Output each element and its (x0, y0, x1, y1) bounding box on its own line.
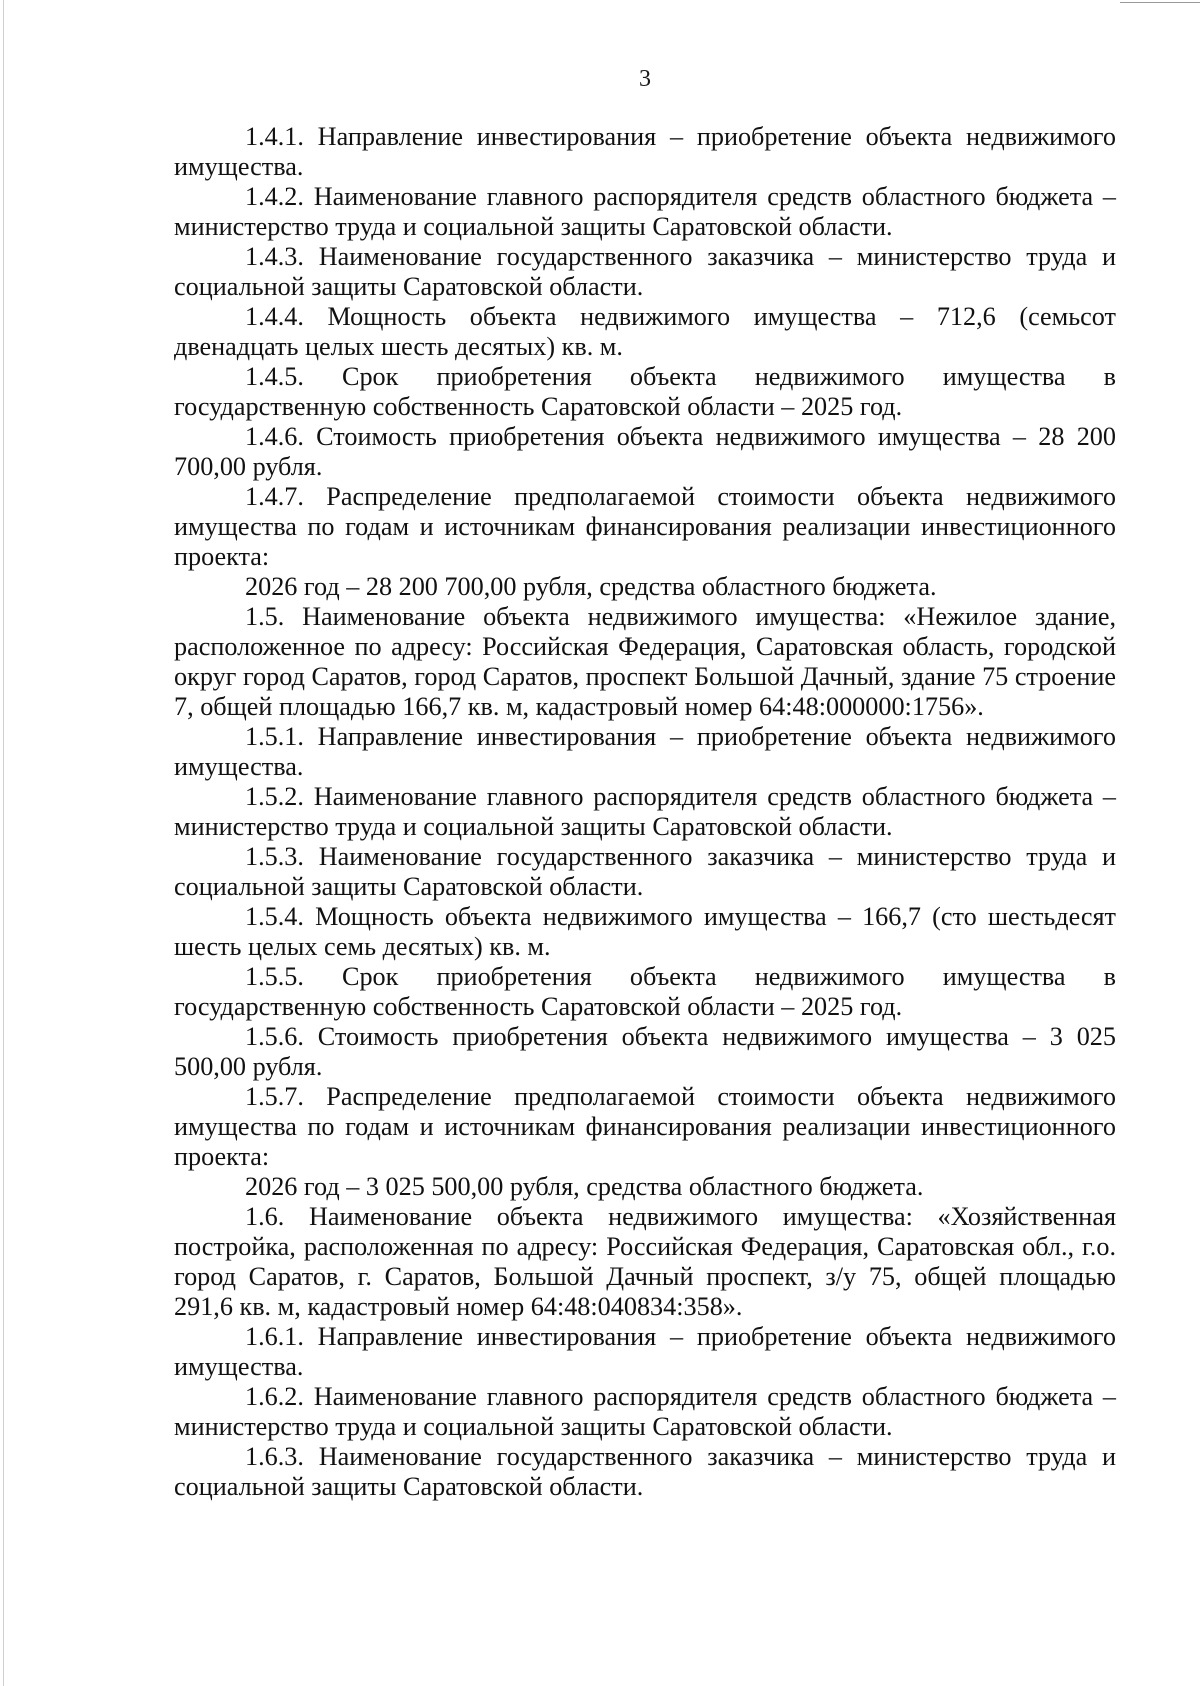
paragraph-1-5-4: 1.5.4. Мощность объекта недвижимого имущества – 166,7 (сто шестьдесят шесть целых семь десятых) кв. м. (174, 902, 1116, 961)
paragraph-1-4-5: 1.4.5. Срок приобретения объекта недвижимого имущества в государственную собственность Саратовской области – 2025 год. (174, 362, 1116, 421)
paragraph-1-5-5: 1.5.5. Срок приобретения объекта недвижимого имущества в государственную собственность Саратовской области – 2025 год. (174, 962, 1116, 1021)
paragraph-1-6: 1.6. Наименование объекта недвижимого имущества: «Хозяйственная постройка, расположенная по адресу: Российская Федерация, Саратовская обл., г.о. город Саратов, г. Саратов, Большой Дачный проспект, з/у 75, общей площадью 291,6 кв. м, кадастровый номер 64:48:040834:358». (174, 1202, 1116, 1321)
paragraph-1-6-2: 1.6.2. Наименование главного распорядителя средств областного бюджета – министерство труда и социальной защиты Саратовской области. (174, 1382, 1116, 1441)
paragraph-1-4-7: 1.4.7. Распределение предполагаемой стоимости объекта недвижимого имущества по годам и источникам финансирования реализации инвестиционного проекта: (174, 482, 1116, 571)
paragraph-1-5: 1.5. Наименование объекта недвижимого имущества: «Нежилое здание, расположенное по адресу: Российская Федерация, Саратовская область, городской округ город Саратов, город Саратов, проспект Большой Дачный, здание 75 строение 7, общей площадью 166,7 кв. м, кадастровый номер 64:48:000000:1756». (174, 602, 1116, 721)
paragraph-1-5-3: 1.5.3. Наименование государственного заказчика – министерство труда и социальной защиты Саратовской области. (174, 842, 1116, 901)
paragraph-1-6-1: 1.6.1. Направление инвестирования – приобретение объекта недвижимого имущества. (174, 1322, 1116, 1381)
paragraph-1-4-7-year: 2026 год – 28 200 700,00 рубля, средства областного бюджета. (245, 572, 937, 601)
document-body (174, 122, 1116, 1502)
paragraph-1-5-1: 1.5.1. Направление инвестирования – приобретение объекта недвижимого имущества. (174, 722, 1116, 781)
scan-edge-top (1120, 2, 1200, 3)
paragraph-1-4-4: 1.4.4. Мощность объекта недвижимого имущества – 712,6 (семьсот двенадцать целых шесть десятых) кв. м. (174, 302, 1116, 361)
paragraph-1-4-2: 1.4.2. Наименование главного распорядителя средств областного бюджета – министерство труда и социальной защиты Саратовской области. (174, 182, 1116, 241)
paragraph-1-5-6: 1.5.6. Стоимость приобретения объекта недвижимого имущества – 3 025 500,00 рубля. (174, 1022, 1116, 1081)
paragraph-1-5-7-year: 2026 год – 3 025 500,00 рубля, средства областного бюджета. (245, 1172, 924, 1201)
paragraph-1-5-7: 1.5.7. Распределение предполагаемой стоимости объекта недвижимого имущества по годам и источникам финансирования реализации инвестиционного проекта: (174, 1082, 1116, 1171)
paragraph-1-6-3: 1.6.3. Наименование государственного заказчика – министерство труда и социальной защиты Саратовской области. (174, 1442, 1116, 1501)
scan-edge-left (3, 0, 4, 1686)
paragraph-1-4-3: 1.4.3. Наименование государственного заказчика – министерство труда и социальной защиты Саратовской области. (174, 242, 1116, 301)
page-number: 3 (639, 66, 651, 92)
paragraph-1-4-6: 1.4.6. Стоимость приобретения объекта недвижимого имущества – 28 200 700,00 рубля. (174, 422, 1116, 481)
paragraph-1-5-2: 1.5.2. Наименование главного распорядителя средств областного бюджета – министерство труда и социальной защиты Саратовской области. (174, 782, 1116, 841)
paragraph-1-4-1: 1.4.1. Направление инвестирования – приобретение объекта недвижимого имущества. (174, 122, 1116, 181)
